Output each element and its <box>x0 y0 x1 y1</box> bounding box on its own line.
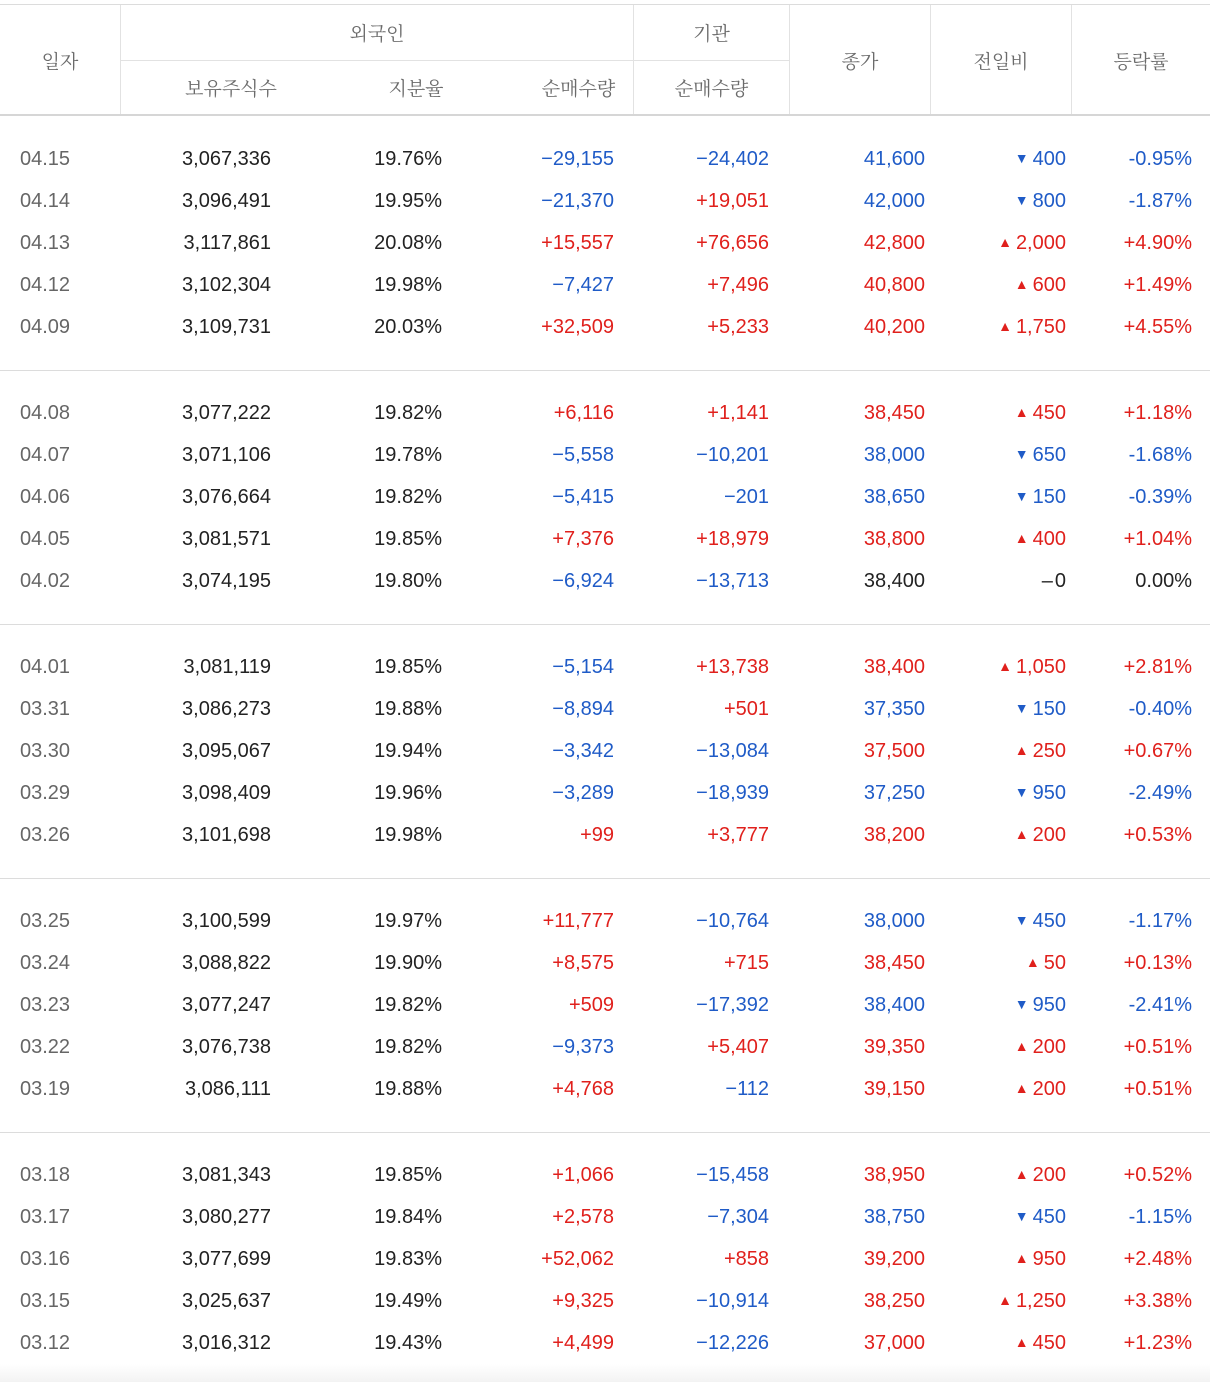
row-change-value: 50 <box>1043 952 1066 974</box>
row-inst-net: +7,496 <box>707 274 769 296</box>
row-ratio: 19.84% <box>374 1206 442 1228</box>
table-row <box>0 1280 1210 1322</box>
row-date: 04.15 <box>20 148 71 170</box>
row-close: 38,450 <box>863 402 925 424</box>
row-close: 42,000 <box>863 190 925 212</box>
row-holdings: 3,080,277 <box>182 1206 271 1228</box>
row-date: 03.29 <box>20 782 71 804</box>
row-close: 37,000 <box>863 1332 925 1354</box>
row-foreign-net: −21,370 <box>541 190 614 212</box>
header-close: 종가 <box>841 51 879 73</box>
header-inst-net: 순매수량 <box>674 79 749 100</box>
row-foreign-net: +509 <box>568 994 614 1016</box>
row-close: 38,400 <box>863 570 925 592</box>
row-change <box>1015 984 1066 1026</box>
row-rate: +2.81% <box>1123 656 1192 678</box>
header-date: 일자 <box>41 51 79 73</box>
row-holdings: 3,081,571 <box>182 528 271 550</box>
triangle-up-icon: ▲ <box>1014 742 1029 758</box>
row-close: 41,600 <box>863 148 925 170</box>
row-change-value: 150 <box>1032 486 1066 508</box>
triangle-up-icon: ▲ <box>998 318 1012 334</box>
row-inst-net: −13,084 <box>696 740 769 762</box>
row-rate: +0.51% <box>1123 1078 1192 1100</box>
row-change-value: 450 <box>1032 402 1066 424</box>
row-holdings: 3,086,273 <box>182 698 271 720</box>
row-rate: +2.48% <box>1123 1248 1192 1270</box>
table-row <box>0 1238 1210 1280</box>
row-foreign-net: −3,289 <box>552 782 614 804</box>
triangle-up-icon: ▲ <box>1014 530 1029 546</box>
row-foreign-net: +1,066 <box>552 1164 614 1186</box>
row-change <box>998 306 1066 348</box>
row-foreign-net: +4,768 <box>552 1078 614 1100</box>
row-inst-net: +858 <box>723 1248 769 1270</box>
row-change-value: 200 <box>1032 1036 1066 1058</box>
header-ratio: 지분율 <box>388 79 444 100</box>
row-close: 38,450 <box>863 952 925 974</box>
row-inst-net: +5,407 <box>707 1036 769 1058</box>
row-inst-net: +715 <box>723 952 769 974</box>
row-foreign-net: −9,373 <box>552 1036 614 1058</box>
row-close: 42,800 <box>863 232 925 254</box>
row-change <box>1015 814 1066 856</box>
row-date: 03.25 <box>20 910 71 932</box>
row-inst-net: +1,141 <box>707 402 769 424</box>
row-change-value: 450 <box>1032 1206 1066 1228</box>
row-rate: -0.39% <box>1128 486 1192 508</box>
row-holdings: 3,100,599 <box>182 910 271 932</box>
row-inst-net: +18,979 <box>696 528 769 550</box>
row-holdings: 3,086,111 <box>184 1078 271 1100</box>
row-ratio: 19.85% <box>374 1164 442 1186</box>
row-date: 03.23 <box>20 994 71 1016</box>
row-change <box>1015 518 1066 560</box>
table-row <box>0 688 1210 730</box>
row-change <box>1015 392 1066 434</box>
row-date: 03.31 <box>20 698 71 720</box>
row-date: 04.01 <box>20 656 71 678</box>
group-separator <box>0 878 1210 879</box>
row-change-value: 950 <box>1032 782 1066 804</box>
row-holdings: 3,081,119 <box>183 656 271 678</box>
table-row <box>0 392 1210 434</box>
triangle-up-icon: ▲ <box>1025 954 1040 970</box>
row-date: 03.26 <box>20 824 71 846</box>
bottom-fade <box>0 1364 1210 1382</box>
row-ratio: 19.80% <box>374 570 442 592</box>
table-row <box>0 264 1210 306</box>
row-close: 38,250 <box>863 1290 925 1312</box>
row-foreign-net: −7,427 <box>552 274 614 296</box>
triangle-up-icon: ▲ <box>1014 1334 1029 1350</box>
triangle-up-icon: ▲ <box>1014 404 1029 420</box>
header-divider <box>1071 5 1072 115</box>
table-row <box>0 180 1210 222</box>
row-close: 38,000 <box>863 910 925 932</box>
triangle-down-icon: ▼ <box>1014 1208 1029 1224</box>
table-row <box>0 306 1210 348</box>
row-holdings: 3,071,106 <box>182 444 271 466</box>
row-date: 04.06 <box>20 486 71 508</box>
row-change <box>998 222 1066 264</box>
row-rate: +1.18% <box>1123 402 1192 424</box>
row-holdings: 3,088,822 <box>182 952 271 974</box>
table-row <box>0 518 1210 560</box>
row-change-value: 0 <box>1054 570 1066 592</box>
row-change-value: 200 <box>1032 1078 1066 1100</box>
triangle-up-icon: ▲ <box>1014 826 1029 842</box>
row-date: 03.18 <box>20 1164 71 1186</box>
triangle-up-icon: ▲ <box>1014 1166 1029 1182</box>
header-subdivider <box>121 60 789 61</box>
row-inst-net: −17,392 <box>696 994 769 1016</box>
row-ratio: 19.88% <box>374 698 442 720</box>
row-inst-net: −201 <box>723 486 769 508</box>
row-inst-net: −18,939 <box>696 782 769 804</box>
row-inst-net: +5,233 <box>707 316 769 338</box>
row-inst-net: −24,402 <box>696 148 769 170</box>
row-change <box>1015 434 1066 476</box>
row-ratio: 19.76% <box>374 148 442 170</box>
row-change <box>1015 476 1066 518</box>
row-holdings: 3,077,247 <box>182 994 271 1016</box>
row-change-value: 1,750 <box>1015 316 1066 338</box>
row-close: 38,000 <box>863 444 925 466</box>
row-inst-net: −15,458 <box>696 1164 769 1186</box>
row-ratio: 20.03% <box>374 316 442 338</box>
row-date: 03.17 <box>20 1206 71 1228</box>
row-foreign-net: +9,325 <box>552 1290 614 1312</box>
row-rate: +1.49% <box>1123 274 1192 296</box>
row-inst-net: +3,777 <box>707 824 769 846</box>
table-header <box>0 5 1210 115</box>
row-change <box>998 646 1066 688</box>
row-foreign-net: +11,777 <box>542 910 614 932</box>
row-close: 38,650 <box>863 486 925 508</box>
row-change <box>1015 730 1066 772</box>
row-rate: -0.40% <box>1128 698 1192 720</box>
row-inst-net: +13,738 <box>696 656 769 678</box>
table-row <box>0 646 1210 688</box>
triangle-up-icon: ▲ <box>1014 1038 1029 1054</box>
row-ratio: 19.82% <box>374 486 442 508</box>
row-foreign-net: +99 <box>580 824 614 846</box>
header-divider <box>789 5 790 115</box>
triangle-down-icon: ▼ <box>1014 700 1029 716</box>
row-holdings: 3,095,067 <box>182 740 271 762</box>
row-change-value: 200 <box>1032 1164 1066 1186</box>
row-ratio: 19.98% <box>374 824 442 846</box>
header-bottom-border <box>0 114 1210 116</box>
row-foreign-net: −3,342 <box>552 740 614 762</box>
row-ratio: 19.83% <box>374 1248 442 1270</box>
row-holdings: 3,076,664 <box>182 486 271 508</box>
row-ratio: 19.78% <box>374 444 442 466</box>
group-separator <box>0 1132 1210 1133</box>
row-close: 38,200 <box>863 824 925 846</box>
row-ratio: 19.98% <box>374 274 442 296</box>
row-holdings: 3,117,861 <box>183 232 271 254</box>
row-ratio: 19.43% <box>374 1332 442 1354</box>
table-row <box>0 900 1210 942</box>
row-close: 37,250 <box>863 782 925 804</box>
row-foreign-net: +2,578 <box>552 1206 614 1228</box>
row-date: 04.05 <box>20 528 71 550</box>
row-change <box>1042 560 1066 602</box>
row-holdings: 3,074,195 <box>182 570 271 592</box>
row-change-value: 450 <box>1032 1332 1066 1354</box>
row-change-value: 950 <box>1032 1248 1066 1270</box>
row-change <box>1015 1068 1066 1110</box>
row-rate: -1.68% <box>1128 444 1192 466</box>
triangle-down-icon: ▼ <box>1014 784 1029 800</box>
header-foreign: 외국인 <box>349 24 405 45</box>
row-change-value: 2,000 <box>1015 232 1066 254</box>
row-rate: +0.52% <box>1123 1164 1192 1186</box>
row-date: 03.30 <box>20 740 71 762</box>
row-rate: -2.41% <box>1128 994 1192 1016</box>
row-ratio: 19.97% <box>374 910 442 932</box>
header-institution: 기관 <box>693 24 730 45</box>
dash-icon: – <box>1041 570 1053 592</box>
row-date: 04.07 <box>20 444 71 466</box>
row-rate: +1.23% <box>1123 1332 1192 1354</box>
row-rate: +1.04% <box>1123 528 1192 550</box>
row-foreign-net: −5,415 <box>552 486 614 508</box>
row-close: 40,800 <box>863 274 925 296</box>
row-change-value: 250 <box>1032 740 1066 762</box>
row-ratio: 19.90% <box>374 952 442 974</box>
row-change-value: 450 <box>1032 910 1066 932</box>
row-rate: -1.87% <box>1128 190 1192 212</box>
row-inst-net: +76,656 <box>696 232 769 254</box>
row-rate: -1.17% <box>1128 910 1192 932</box>
table-row <box>0 730 1210 772</box>
table-row <box>0 1196 1210 1238</box>
row-ratio: 19.82% <box>374 1036 442 1058</box>
row-holdings: 3,076,738 <box>182 1036 271 1058</box>
header-foreign-net: 순매수량 <box>541 79 616 100</box>
row-foreign-net: +15,557 <box>541 232 614 254</box>
row-close: 39,200 <box>863 1248 925 1270</box>
triangle-up-icon: ▲ <box>1014 1250 1029 1266</box>
row-inst-net: −10,914 <box>696 1290 769 1312</box>
table-row <box>0 984 1210 1026</box>
row-holdings: 3,102,304 <box>182 274 271 296</box>
row-foreign-net: −5,558 <box>552 444 614 466</box>
header-holdings: 보유주식수 <box>185 79 277 100</box>
row-rate: +0.13% <box>1123 952 1192 974</box>
row-close: 38,400 <box>863 656 925 678</box>
row-inst-net: −10,201 <box>696 444 769 466</box>
triangle-down-icon: ▼ <box>1014 912 1029 928</box>
row-inst-net: +501 <box>723 698 769 720</box>
row-rate: -1.15% <box>1128 1206 1192 1228</box>
triangle-down-icon: ▼ <box>1014 192 1029 208</box>
row-close: 38,400 <box>863 994 925 1016</box>
row-holdings: 3,067,336 <box>182 148 271 170</box>
row-ratio: 19.82% <box>374 402 442 424</box>
row-foreign-net: −6,924 <box>552 570 614 592</box>
row-date: 04.09 <box>20 316 71 338</box>
row-change <box>1015 264 1066 306</box>
triangle-up-icon: ▲ <box>998 1292 1012 1308</box>
row-change <box>1015 1322 1066 1364</box>
row-ratio: 19.95% <box>374 190 442 212</box>
row-change-value: 1,050 <box>1015 656 1066 678</box>
row-rate: +0.53% <box>1123 824 1192 846</box>
row-foreign-net: +52,062 <box>541 1248 614 1270</box>
group-separator <box>0 370 1210 371</box>
row-close: 39,150 <box>863 1078 925 1100</box>
row-date: 03.12 <box>20 1332 71 1354</box>
header-rate: 등락률 <box>1113 51 1169 73</box>
row-close: 39,350 <box>863 1036 925 1058</box>
row-foreign-net: +8,575 <box>552 952 614 974</box>
table-row <box>0 434 1210 476</box>
header-divider <box>930 5 931 115</box>
row-holdings: 3,101,698 <box>182 824 271 846</box>
row-change-value: 950 <box>1032 994 1066 1016</box>
group-separator <box>0 624 1210 625</box>
triangle-down-icon: ▼ <box>1014 446 1029 462</box>
row-foreign-net: −8,894 <box>552 698 614 720</box>
row-rate: +4.90% <box>1123 232 1192 254</box>
row-holdings: 3,098,409 <box>182 782 271 804</box>
row-change <box>1015 1196 1066 1238</box>
table-row <box>0 942 1210 984</box>
row-date: 04.12 <box>20 274 71 296</box>
row-inst-net: −7,304 <box>707 1206 769 1228</box>
table-row <box>0 222 1210 264</box>
row-date: 04.13 <box>20 232 71 254</box>
row-holdings: 3,077,699 <box>182 1248 271 1270</box>
row-change-value: 400 <box>1032 148 1066 170</box>
row-ratio: 19.94% <box>374 740 442 762</box>
table-row <box>0 1322 1210 1364</box>
triangle-down-icon: ▼ <box>1014 150 1029 166</box>
table-row <box>0 138 1210 180</box>
row-change-value: 1,250 <box>1015 1290 1066 1312</box>
table-row <box>0 772 1210 814</box>
row-ratio: 19.49% <box>374 1290 442 1312</box>
row-foreign-net: +7,376 <box>552 528 614 550</box>
table-row <box>0 1154 1210 1196</box>
row-inst-net: +19,051 <box>696 190 769 212</box>
row-date: 03.24 <box>20 952 71 974</box>
table-row <box>0 1068 1210 1110</box>
row-change-value: 650 <box>1032 444 1066 466</box>
row-change <box>1015 900 1066 942</box>
row-foreign-net: +6,116 <box>553 402 614 424</box>
row-close: 40,200 <box>863 316 925 338</box>
row-close: 37,500 <box>863 740 925 762</box>
row-rate: 0.00% <box>1135 570 1192 592</box>
row-holdings: 3,077,222 <box>182 402 271 424</box>
row-rate: +0.51% <box>1123 1036 1192 1058</box>
row-change-value: 600 <box>1032 274 1066 296</box>
row-foreign-net: +32,509 <box>541 316 614 338</box>
row-close: 38,750 <box>863 1206 925 1228</box>
row-foreign-net: −5,154 <box>552 656 614 678</box>
row-change <box>1026 942 1066 984</box>
row-rate: +4.55% <box>1123 316 1192 338</box>
row-date: 03.16 <box>20 1248 71 1270</box>
row-ratio: 19.96% <box>374 782 442 804</box>
row-date: 03.22 <box>20 1036 71 1058</box>
row-ratio: 20.08% <box>374 232 442 254</box>
row-close: 38,800 <box>863 528 925 550</box>
table-row <box>0 476 1210 518</box>
row-change <box>1015 1154 1066 1196</box>
header-change: 전일비 <box>973 51 1029 73</box>
row-ratio: 19.82% <box>374 994 442 1016</box>
row-foreign-net: +4,499 <box>552 1332 614 1354</box>
row-close: 38,950 <box>863 1164 925 1186</box>
row-holdings: 3,025,637 <box>182 1290 271 1312</box>
row-date: 03.19 <box>20 1078 71 1100</box>
triangle-up-icon: ▲ <box>1014 1080 1029 1096</box>
row-rate: +0.67% <box>1123 740 1192 762</box>
triangle-up-icon: ▲ <box>998 234 1012 250</box>
row-date: 04.02 <box>20 570 71 592</box>
row-change <box>1015 688 1066 730</box>
triangle-down-icon: ▼ <box>1014 488 1029 504</box>
row-inst-net: −112 <box>725 1078 769 1100</box>
row-change <box>1015 1026 1066 1068</box>
row-ratio: 19.85% <box>374 528 442 550</box>
row-holdings: 3,081,343 <box>182 1164 271 1186</box>
row-ratio: 19.88% <box>374 1078 442 1100</box>
row-holdings: 3,016,312 <box>182 1332 271 1354</box>
row-holdings: 3,096,491 <box>182 190 271 212</box>
row-change <box>1015 138 1066 180</box>
row-change <box>1015 1238 1066 1280</box>
table-row <box>0 814 1210 856</box>
triangle-up-icon: ▲ <box>998 658 1012 674</box>
row-close: 37,350 <box>863 698 925 720</box>
row-rate: -2.49% <box>1128 782 1192 804</box>
row-inst-net: −10,764 <box>696 910 769 932</box>
table-row <box>0 560 1210 602</box>
row-date: 03.15 <box>20 1290 71 1312</box>
row-inst-net: −13,713 <box>696 570 769 592</box>
row-inst-net: −12,226 <box>696 1332 769 1354</box>
row-change-value: 150 <box>1032 698 1066 720</box>
triangle-down-icon: ▼ <box>1014 996 1029 1012</box>
row-rate: +3.38% <box>1123 1290 1192 1312</box>
row-ratio: 19.85% <box>374 656 442 678</box>
row-change-value: 400 <box>1032 528 1066 550</box>
row-change-value: 800 <box>1032 190 1066 212</box>
row-change <box>1015 772 1066 814</box>
triangle-up-icon: ▲ <box>1014 276 1029 292</box>
table-row <box>0 1026 1210 1068</box>
row-holdings: 3,109,731 <box>182 316 271 338</box>
row-change <box>1015 180 1066 222</box>
row-date: 04.14 <box>20 190 71 212</box>
row-rate: -0.95% <box>1128 148 1192 170</box>
row-change <box>998 1280 1066 1322</box>
row-change-value: 200 <box>1032 824 1066 846</box>
row-foreign-net: −29,155 <box>541 148 614 170</box>
row-date: 04.08 <box>20 402 71 424</box>
